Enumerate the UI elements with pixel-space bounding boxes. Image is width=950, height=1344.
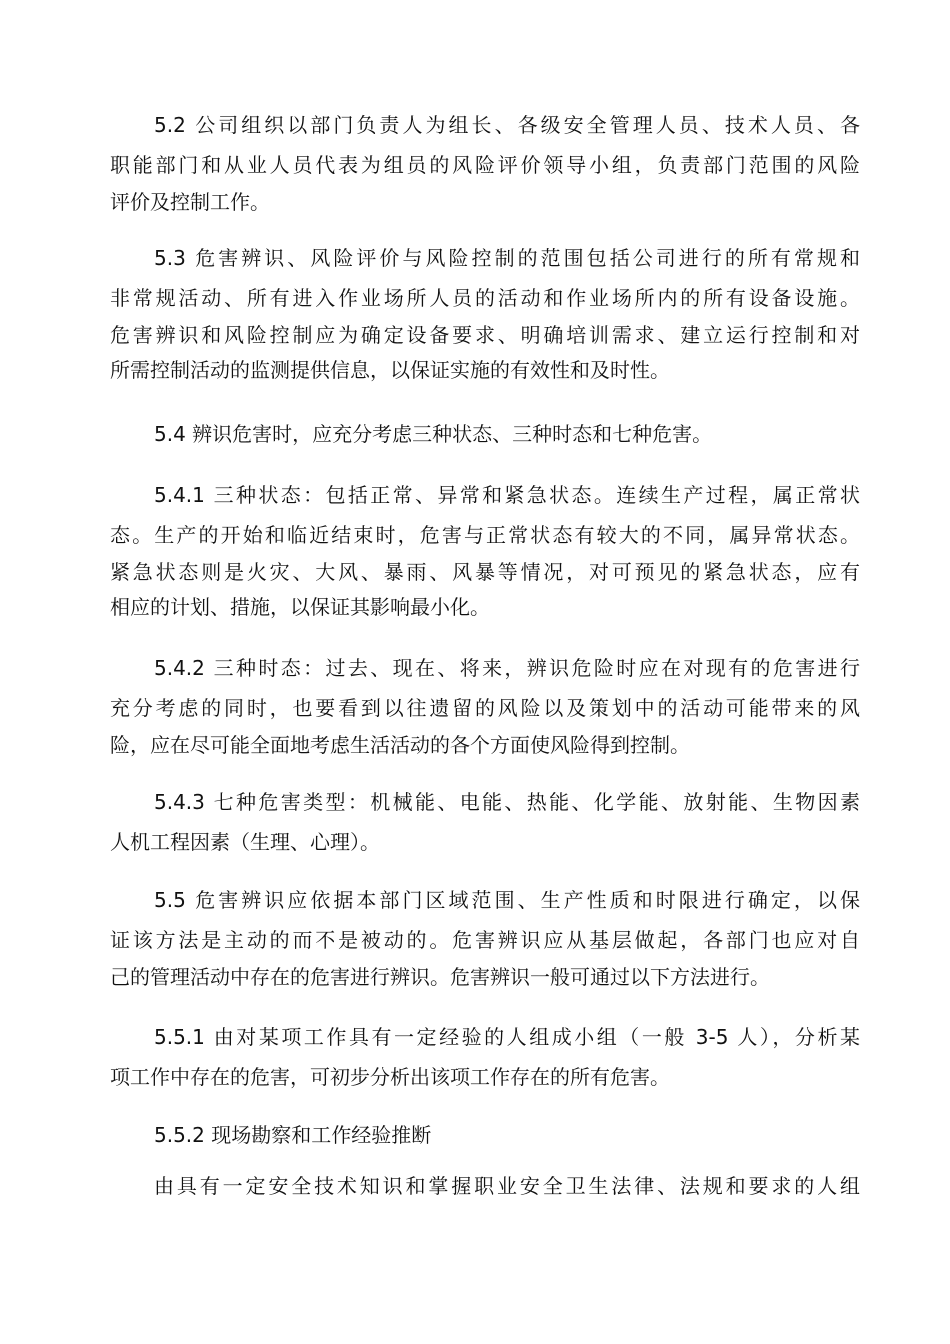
paragraph-line: 态。生产的开始和临近结束时，危害与正常状态有较大的不同，属异常状态。 bbox=[110, 523, 860, 547]
paragraph-line: 充分考虑的同时，也要看到以往遗留的风险以及策划中的活动可能带来的风 bbox=[110, 696, 860, 720]
paragraph-line: 5.5 危害辨识应依据本部门区域范围、生产性质和时限进行确定，以保 bbox=[154, 888, 860, 912]
paragraph-5-4-3 bbox=[110, 782, 860, 862]
paragraph-5-3 bbox=[110, 238, 860, 388]
paragraph-line: 评价及控制工作。 bbox=[110, 190, 270, 214]
paragraph-line: 险，应在尽可能全面地考虑生活活动的各个方面使风险得到控制。 bbox=[110, 733, 690, 757]
paragraph-line: 5.4.2 三种时态：过去、现在、将来，辨识危险时应在对现有的危害进行 bbox=[154, 656, 860, 680]
paragraph-line: 非常规活动、所有进入作业场所人员的活动和作业场所内的所有设备设施。 bbox=[110, 286, 860, 310]
paragraph-5-2 bbox=[110, 105, 860, 220]
paragraph-line: 5.4.1 三种状态：包括正常、异常和紧急状态。连续生产过程，属正常状 bbox=[154, 483, 860, 507]
paragraph-line: 己的管理活动中存在的危害进行辨识。危害辨识一般可通过以下方法进行。 bbox=[110, 965, 770, 989]
paragraph-5-4 bbox=[110, 414, 860, 454]
paragraph-line: 相应的计划、措施，以保证其影响最小化。 bbox=[110, 595, 490, 619]
paragraph-line: 人机工程因素（生理、心理）。 bbox=[110, 830, 380, 854]
paragraph-line: 职能部门和从业人员代表为组员的风险评价领导小组，负责部门范围的风险 bbox=[110, 153, 860, 177]
paragraph-line: 项工作中存在的危害，可初步分析出该项工作存在的所有危害。 bbox=[110, 1065, 670, 1089]
paragraph-5-5 bbox=[110, 880, 860, 995]
paragraph-5-5-2 bbox=[110, 1115, 860, 1155]
paragraph-line: 由具有一定安全技术知识和掌握职业安全卫生法律、法规和要求的人组 bbox=[154, 1174, 860, 1198]
paragraph-line: 危害辨识和风险控制应为确定设备要求、明确培训需求、建立运行控制和对 bbox=[110, 323, 860, 347]
paragraph-line: 5.2 公司组织以部门负责人为组长、各级安全管理人员、技术人员、各 bbox=[154, 113, 860, 137]
paragraph-line: 证该方法是主动的而不是被动的。危害辨识应从基层做起，各部门也应对自 bbox=[110, 928, 860, 952]
paragraph-line: 紧急状态则是火灾、大风、暴雨、风暴等情况，对可预见的紧急状态，应有 bbox=[110, 560, 860, 584]
paragraph-line: 所需控制活动的监测提供信息，以保证实施的有效性和及时性。 bbox=[110, 358, 670, 382]
paragraph-5-5-1 bbox=[110, 1017, 860, 1097]
paragraph-5-4-1 bbox=[110, 475, 860, 625]
paragraph-line: 5.5.1 由对某项工作具有一定经验的人组成小组（一般 3-5 人），分析某 bbox=[154, 1025, 860, 1049]
paragraph-line: 5.4.3 七种危害类型：机械能、电能、热能、化学能、放射能、生物因素 bbox=[154, 790, 860, 814]
paragraph-line: 5.4 辨识危害时，应充分考虑三种状态、三种时态和七种危害。 bbox=[154, 422, 713, 446]
paragraph-line: 5.5.2 现场勘察和工作经验推断 bbox=[154, 1123, 432, 1147]
paragraph-line: 5.3 危害辨识、风险评价与风险控制的范围包括公司进行的所有常规和 bbox=[154, 246, 860, 270]
paragraph-5-4-2 bbox=[110, 648, 860, 763]
paragraph-5-5-2-body bbox=[110, 1166, 860, 1206]
